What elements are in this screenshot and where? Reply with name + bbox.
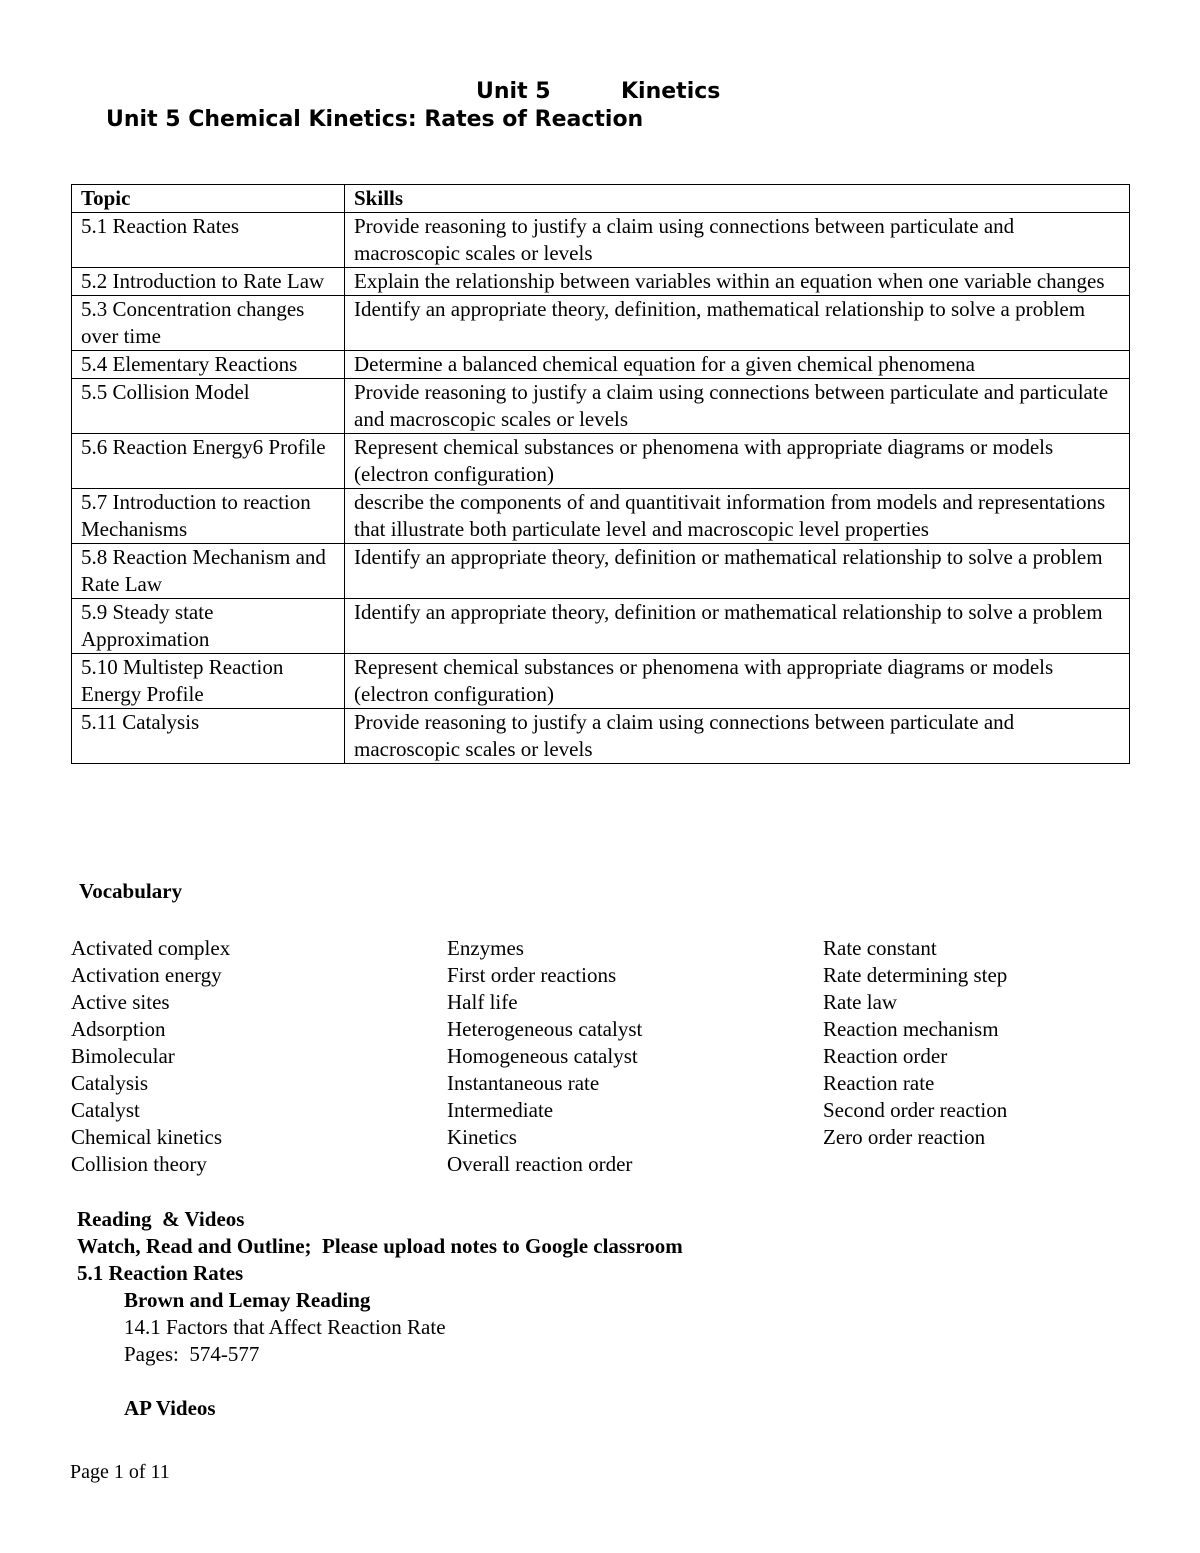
topic-cell: 5.10 Multistep Reaction Energy Profile [72, 654, 345, 709]
topic-cell: 5.2 Introduction to Rate Law [72, 268, 345, 296]
chapter-text: 14.1 Factors that Affect Reaction Rate [124, 1315, 446, 1339]
vocab-term: Activated complex [71, 936, 231, 960]
vocab-term: Reaction rate [823, 1071, 935, 1095]
skill-cell: Provide reasoning to justify a claim using connections between particulate and macroscopic scales or levels [345, 213, 1130, 268]
column-header-topic: Topic [72, 185, 345, 213]
page-number: Page 1 of 11 [70, 1461, 170, 1483]
skill-cell: Provide reasoning to justify a claim using connections between particulate and particulate and macroscopic scales or levels [345, 379, 1130, 434]
vocab-term: Kinetics [447, 1125, 517, 1149]
unit-number: Unit 5 [476, 79, 551, 104]
topic-cell: 5.4 Elementary Reactions [72, 351, 345, 379]
skill-cell: Represent chemical substances or phenomena with appropriate diagrams or models (electron configuration) [345, 654, 1130, 709]
table-row [72, 654, 1130, 709]
vocabulary-column-2 [447, 935, 642, 1178]
vocab-term: Overall reaction order [447, 1152, 633, 1176]
vocab-term: Reaction mechanism [823, 1017, 999, 1041]
vocab-term: Bimolecular [71, 1044, 175, 1068]
table-row [72, 489, 1130, 544]
vocab-term: Half life [447, 990, 518, 1014]
skill-cell: Determine a balanced chemical equation for a given chemical phenomena [345, 351, 1130, 379]
topic-cell: 5.7 Introduction to reaction Mechanisms [72, 489, 345, 544]
vocab-term: Homogeneous catalyst [447, 1044, 638, 1068]
skill-cell: Explain the relationship between variables within an equation when one variable changes [345, 268, 1130, 296]
vocab-term: First order reactions [447, 963, 617, 987]
reading-section [77, 1206, 683, 1422]
unit-subject: Kinetics [621, 79, 721, 104]
vocabulary-column-3 [823, 935, 1007, 1151]
vocab-term: Chemical kinetics [71, 1125, 223, 1149]
table-row [72, 213, 1130, 268]
vocab-term: Catalysis [71, 1071, 148, 1095]
vocab-term: Zero order reaction [823, 1125, 986, 1149]
table-header-row [72, 185, 1130, 213]
table-row [72, 268, 1130, 296]
vocab-term: Active sites [71, 990, 170, 1014]
pages-text: Pages: 574-577 [124, 1342, 260, 1366]
vocab-term: Heterogeneous catalyst [447, 1017, 643, 1041]
videos-heading: AP Videos [124, 1396, 216, 1420]
vocabulary-heading: Vocabulary [79, 879, 183, 903]
skill-cell: Provide reasoning to justify a claim using connections between particulate and macroscopic scales or levels [345, 709, 1130, 764]
skill-cell: Identify an appropriate theory, definition or mathematical relationship to solve a problem [345, 599, 1130, 654]
skill-cell: describe the components of and quantitivait information from models and representations that illustrate both particulate level and macroscopic level properties [345, 489, 1130, 544]
page-title: Unit 5 Chemical Kinetics: Rates of Reaction [106, 107, 644, 132]
topics-skills-table [71, 184, 1130, 764]
skill-cell: Identify an appropriate theory, definition or mathematical relationship to solve a problem [345, 544, 1130, 599]
vocab-term: Intermediate [447, 1098, 554, 1122]
vocab-term: Enzymes [447, 936, 524, 960]
vocab-term: Rate law [823, 990, 898, 1014]
table-row [72, 544, 1130, 599]
table-row [72, 434, 1130, 489]
topic-cell: 5.11 Catalysis [72, 709, 345, 764]
vocab-term: Rate constant [823, 936, 937, 960]
table-row [72, 709, 1130, 764]
topic-cell: 5.5 Collision Model [72, 379, 345, 434]
table-row [72, 351, 1130, 379]
vocab-term: Rate determining step [823, 963, 1008, 987]
table-row [72, 379, 1130, 434]
section-title: 5.1 Reaction Rates [77, 1261, 244, 1285]
vocab-term: Adsorption [71, 1017, 166, 1041]
topic-cell: 5.6 Reaction Energy6 Profile [72, 434, 345, 489]
topic-cell: 5.1 Reaction Rates [72, 213, 345, 268]
topic-cell: 5.8 Reaction Mechanism and Rate Law [72, 544, 345, 599]
topic-cell: 5.9 Steady state Approximation [72, 599, 345, 654]
vocab-term: Second order reaction [823, 1098, 1008, 1122]
vocab-term: Reaction order [823, 1044, 948, 1068]
vocab-term: Catalyst [71, 1098, 140, 1122]
book-title: Brown and Lemay Reading [124, 1288, 371, 1312]
reading-instruction: Watch, Read and Outline; Please upload notes to Google classroom [77, 1234, 683, 1258]
table-row [72, 599, 1130, 654]
topic-cell: 5.3 Concentration changes over time [72, 296, 345, 351]
table-row [72, 296, 1130, 351]
vocab-term: Instantaneous rate [447, 1071, 600, 1095]
reading-heading: Reading & Videos [77, 1207, 245, 1231]
skill-cell: Identify an appropriate theory, definition, mathematical relationship to solve a problem [345, 296, 1130, 351]
vocab-term: Collision theory [71, 1152, 207, 1176]
vocab-term: Activation energy [71, 963, 222, 987]
column-header-skills: Skills [345, 185, 1130, 213]
skill-cell: Represent chemical substances or phenomena with appropriate diagrams or models (electron configuration) [345, 434, 1130, 489]
vocabulary-column-1 [71, 935, 230, 1178]
